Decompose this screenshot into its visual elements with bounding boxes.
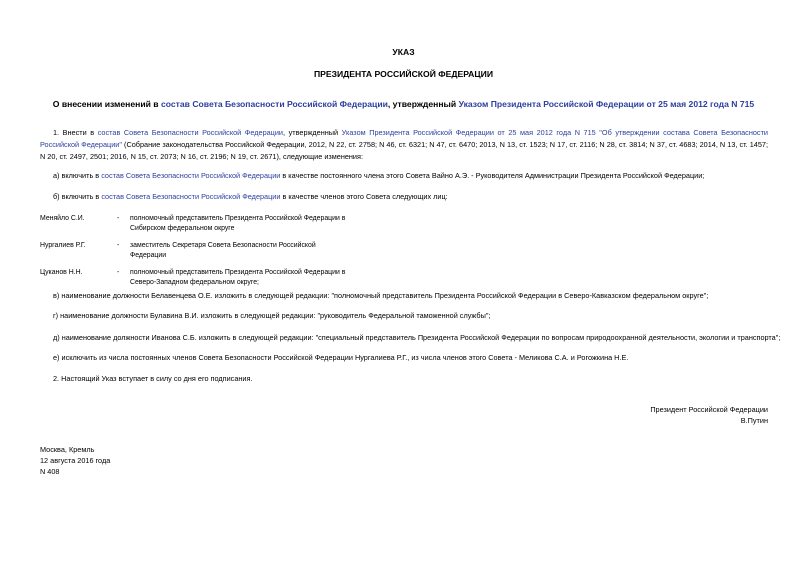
link-council-composition[interactable]: состав Совета Безопасности Российской Федерации [101, 171, 281, 180]
member-row [40, 268, 768, 288]
issuer-heading: ПРЕЗИДЕНТА РОССИЙСКОЙ ФЕДЕРАЦИИ [313, 69, 494, 79]
provision-item-e: е) исключить из числа постоянных членов Совета Безопасности Российской Федерации Нургалиева Р.Г., из числа членов этого Совета - Меликова С.А. и Рогожкина Н.Е. [53, 353, 629, 362]
member-name: Цуканов Н.Н. [40, 269, 83, 276]
decree-number: N 408 [40, 467, 60, 476]
provision-item-b-tail: в качестве членов этого Совета следующих лиц: [280, 192, 448, 201]
member-position [130, 241, 316, 261]
member-position-line: Северо-Западном федеральном округе; [130, 279, 259, 286]
document-type-heading: УКАЗ [392, 47, 415, 57]
provision-item-1-tail: (Собрание законодательства Российской Федерации, 2012, N 22, ст. 2758; N 46, ст. 6321; N 47, ст. 6470; 2013, N 13, ст. 1523; N 17, ст. 2116; N 28, ст. 3814; N 37, ст. 4683; 2014, N 13, ст. 1457; N 20, ст. 2497, 2501; 2016, N 15, ст. 2073; N 16, ст. 2196; N 19, ст. 2671), следующие изменения: [40, 140, 768, 161]
signing-details [40, 444, 110, 477]
member-name: Нургалиев Р.Г. [40, 242, 86, 249]
member-row [40, 214, 768, 234]
decree-title-prefix: О внесении изменений в [52, 99, 161, 109]
member-separator: - [117, 215, 120, 222]
provision-item-1 [40, 127, 768, 163]
provision-item-b [53, 191, 448, 203]
member-position [130, 214, 345, 234]
provision-item-b-lead: б) включить в [53, 192, 102, 201]
provision-item-a-lead: а) включить в [53, 171, 102, 180]
provision-item-2: 2. Настоящий Указ вступает в силу со дня его подписания. [53, 374, 253, 383]
link-council-composition[interactable]: состав Совета Безопасности Российской Федерации [101, 192, 281, 201]
decree-title-middle: , утвержденный [387, 99, 459, 109]
provision-item-d: д) наименование должности Иванова С.Б. изложить в следующей редакции: "специальный представитель Президента Российской Федерации по вопросам природоохранной деятельности, экологии и транспорта"; [53, 333, 781, 342]
link-decree-715[interactable]: Указом Президента Российской Федерации от 25 мая 2012 года N 715 [458, 99, 755, 109]
provision-item-1-middle: , утвержденный [283, 128, 342, 137]
member-separator: - [117, 242, 120, 249]
signatory-name: В.Путин [740, 416, 768, 425]
provision-item-1-lead: 1. Внести в [53, 128, 98, 137]
signing-place: Москва, Кремль [40, 445, 95, 454]
member-name: Меняйло С.И. [40, 215, 85, 222]
member-position-line: Сибирском федеральном округе [130, 225, 235, 232]
provision-item-a [53, 170, 704, 182]
signing-date: 12 августа 2016 года [40, 456, 111, 465]
provision-item-a-tail: в качестве постоянного члена этого Совета Вайно А.Э. - Руководителя Администрации Президента Российской Федерации; [280, 171, 705, 180]
member-position-line: полномочный представитель Президента Российской Федерации в [130, 215, 346, 222]
link-decree-715-full[interactable]: Указом Президента Российской Федерации от 25 мая 2012 года N 715 "Об утверждении состава Совета Безопасности Российской Федерации" [40, 128, 768, 149]
signature-block [650, 404, 768, 426]
member-position-line: Федерации [130, 252, 167, 259]
member-separator: - [117, 269, 120, 276]
member-position [130, 268, 345, 288]
member-position-line: заместитель Секретаря Совета Безопасности Российской [130, 242, 316, 249]
link-council-composition[interactable]: состав Совета Безопасности Российской Федерации [97, 128, 284, 137]
signatory-position: Президент Российской Федерации [650, 405, 768, 414]
member-position-line: полномочный представитель Президента Российской Федерации в [130, 269, 346, 276]
provision-item-g: г) наименование должности Булавина В.И. изложить в следующей редакции: "руководитель Федеральной таможенной службы"; [53, 311, 491, 320]
provision-item-v: в) наименование должности Белавенцева О.Е. изложить в следующей редакции: "полномочный представитель Президента Российской Федерации в Северо-Кавказском федеральном округе"; [53, 291, 709, 300]
member-row [40, 241, 768, 261]
decree-title [0, 98, 807, 110]
link-council-composition[interactable]: состав Совета Безопасности Российской Федерации [160, 99, 388, 109]
